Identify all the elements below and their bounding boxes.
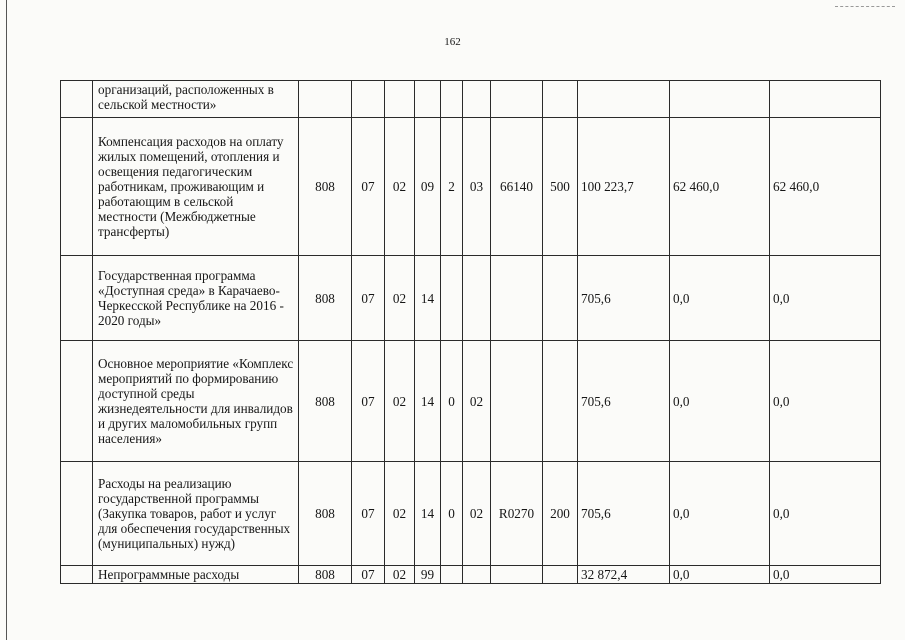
item-name: Непрограммные расходы [93, 566, 299, 584]
program-code: 99 [415, 566, 441, 584]
activity-code: 02 [463, 341, 491, 462]
expense-type-code [543, 81, 578, 118]
direction-code [491, 566, 543, 584]
program-code: 14 [415, 256, 441, 341]
direction-code [491, 256, 543, 341]
subsection-code: 02 [385, 118, 415, 256]
amount-year-2: 0,0 [670, 566, 770, 584]
subsection-code: 02 [385, 341, 415, 462]
amount-year-2: 62 460,0 [670, 118, 770, 256]
page-number: 162 [444, 36, 461, 48]
ministry-code: 808 [299, 256, 352, 341]
section-code: 07 [352, 341, 385, 462]
item-name: Основное мероприятие «Комплекс мероприятий по формированию доступной среды жизнедеятельности для инвалидов и других маломобильных групп населения» [93, 341, 299, 462]
section-code: 07 [352, 118, 385, 256]
program-code: 14 [415, 341, 441, 462]
amount-year-1 [578, 81, 670, 118]
activity-code: 02 [463, 462, 491, 566]
table-row [61, 81, 881, 118]
subprogram-code [441, 81, 463, 118]
table-row [61, 462, 881, 566]
amount-year-2 [670, 81, 770, 118]
amount-year-3: 0,0 [770, 462, 881, 566]
subprogram-code: 2 [441, 118, 463, 256]
number-cell [61, 462, 93, 566]
amount-year-1: 100 223,7 [578, 118, 670, 256]
item-name: Расходы на реализацию государственной программы (Закупка товаров, работ и услуг для обеспечения государственных (муниципальных) нужд) [93, 462, 299, 566]
amount-year-1: 705,6 [578, 256, 670, 341]
subsection-code [385, 81, 415, 118]
section-code: 07 [352, 256, 385, 341]
ministry-code: 808 [299, 118, 352, 256]
subsection-code: 02 [385, 566, 415, 584]
number-cell [61, 341, 93, 462]
activity-code [463, 256, 491, 341]
number-cell [61, 81, 93, 118]
ministry-code [299, 81, 352, 118]
table-row [61, 341, 881, 462]
table-row [61, 118, 881, 256]
expense-type-code: 500 [543, 118, 578, 256]
direction-code [491, 341, 543, 462]
section-code: 07 [352, 462, 385, 566]
expense-type-code [543, 341, 578, 462]
scan-artifact [835, 6, 895, 7]
direction-code: R0270 [491, 462, 543, 566]
ministry-code: 808 [299, 462, 352, 566]
expense-type-code [543, 256, 578, 341]
program-code [415, 81, 441, 118]
table-row [61, 566, 881, 584]
amount-year-3 [770, 81, 881, 118]
item-name: организаций, расположенных в сельской местности» [93, 81, 299, 118]
amount-year-3: 62 460,0 [770, 118, 881, 256]
expense-type-code [543, 566, 578, 584]
subprogram-code: 0 [441, 341, 463, 462]
section-code [352, 81, 385, 118]
activity-code: 03 [463, 118, 491, 256]
number-cell [61, 566, 93, 584]
item-name: Государственная программа «Доступная среда» в Карачаево-Черкесской Республике на 2016 - 2020 годы» [93, 256, 299, 341]
ministry-code: 808 [299, 566, 352, 584]
table-row [61, 256, 881, 341]
scan-edge-line [6, 0, 7, 640]
direction-code: 66140 [491, 118, 543, 256]
section-code: 07 [352, 566, 385, 584]
amount-year-2: 0,0 [670, 256, 770, 341]
expense-type-code: 200 [543, 462, 578, 566]
amount-year-2: 0,0 [670, 341, 770, 462]
amount-year-3: 0,0 [770, 566, 881, 584]
program-code: 14 [415, 462, 441, 566]
table-body [61, 81, 881, 584]
subprogram-code: 0 [441, 462, 463, 566]
subprogram-code [441, 256, 463, 341]
number-cell [61, 256, 93, 341]
item-name: Компенсация расходов на оплату жилых помещений, отопления и освещения педагогическим работникам, проживающим и работающим в сельской местности (Межбюджетные трансферты) [93, 118, 299, 256]
budget-table [60, 80, 881, 584]
activity-code [463, 566, 491, 584]
direction-code [491, 81, 543, 118]
amount-year-3: 0,0 [770, 256, 881, 341]
amount-year-1: 32 872,4 [578, 566, 670, 584]
amount-year-1: 705,6 [578, 341, 670, 462]
subsection-code: 02 [385, 256, 415, 341]
subsection-code: 02 [385, 462, 415, 566]
amount-year-3: 0,0 [770, 341, 881, 462]
amount-year-1: 705,6 [578, 462, 670, 566]
number-cell [61, 118, 93, 256]
program-code: 09 [415, 118, 441, 256]
ministry-code: 808 [299, 341, 352, 462]
amount-year-2: 0,0 [670, 462, 770, 566]
activity-code [463, 81, 491, 118]
subprogram-code [441, 566, 463, 584]
